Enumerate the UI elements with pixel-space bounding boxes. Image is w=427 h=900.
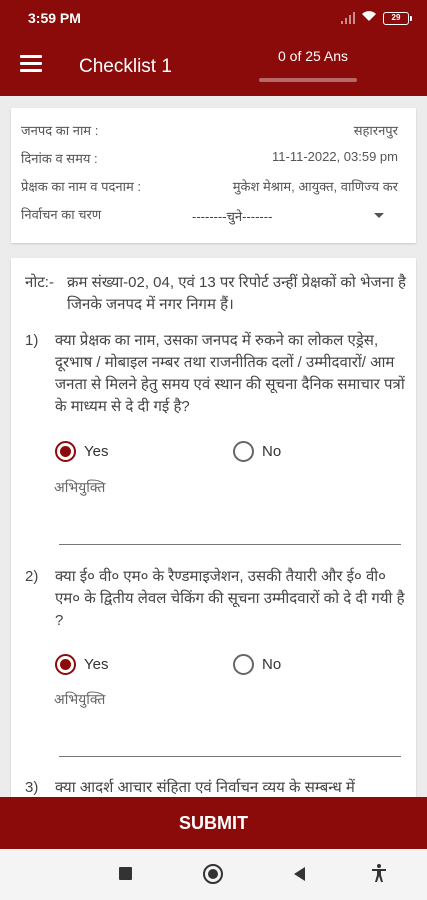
- question-number: 1): [25, 332, 39, 349]
- observer-value: मुकेश मेश्राम, आयुक्त, वाणिज्य कर: [232, 179, 398, 194]
- question-text: क्या आदर्श आचार संहिता एवं निर्वाचन व्यय के सम्बन्ध में: [55, 779, 355, 796]
- district-value: सहारनपुर: [353, 123, 398, 138]
- phase-label: निर्वाचन का चरण: [21, 207, 102, 222]
- question-number: 2): [25, 568, 39, 585]
- menu-icon[interactable]: [20, 55, 42, 73]
- q1-yes-radio[interactable]: [55, 441, 108, 462]
- wifi-icon: [361, 9, 377, 27]
- radio-unchecked-icon: [233, 441, 254, 462]
- answer-count: 0 of 25 Ans: [278, 48, 349, 64]
- q2-remark-label: अभियुक्ति: [54, 691, 106, 707]
- signal-icon: [341, 12, 355, 24]
- radio-unchecked-icon: [233, 654, 254, 675]
- recents-icon[interactable]: [119, 867, 132, 880]
- radio-label: Yes: [84, 656, 109, 673]
- status-time: 3:59 PM: [28, 10, 81, 26]
- radio-checked-icon: [55, 441, 76, 462]
- q1-remark-input[interactable]: [59, 544, 401, 545]
- checklist-card: [11, 258, 416, 818]
- system-nav-bar: [0, 849, 427, 900]
- observer-label: प्रेक्षक का नाम व पदनाम :: [21, 179, 141, 194]
- q2-no-radio[interactable]: [233, 654, 281, 675]
- battery-icon: 29: [383, 12, 409, 25]
- phase-selected-value: --------चुने-------: [192, 209, 273, 224]
- note-label: नोट:-: [25, 274, 54, 291]
- radio-checked-icon: [55, 654, 76, 675]
- question-text: क्या ई० वी० एम० के रैण्डमाइजेशन, उसकी तैयारी और ई० वी० एम० के द्वितीय लेवल चेकिंग की सूचना उम्मीदवारों को दे दी गयी है ?: [55, 568, 405, 629]
- home-icon[interactable]: [203, 864, 223, 884]
- q2-yes-radio[interactable]: [55, 654, 108, 675]
- question-number: 3): [25, 779, 39, 796]
- phase-dropdown[interactable]: [192, 207, 384, 227]
- datetime-label: दिनांक व समय :: [21, 151, 98, 166]
- page-title: Checklist 1: [79, 56, 172, 77]
- radio-label: Yes: [84, 443, 109, 460]
- dropdown-arrow-icon: [374, 213, 384, 218]
- radio-label: No: [262, 656, 282, 673]
- status-icons: [341, 9, 409, 27]
- question-text: क्या प्रेक्षक का नाम, उसका जनपद में रुकने का लोकल एड्रेस, दूरभाष / मोबाइल नम्बर तथा राजनीतिक दलों / उम्मीदवारों/ आम जनता से मिलने हेतु समय एवं स्थान की सूचना दैनिक समाचार पत्रों के माध्यम से दे दी गई है?: [55, 332, 405, 415]
- app-bar: [0, 34, 427, 96]
- district-label: जनपद का नाम :: [21, 123, 99, 138]
- answer-progress-bar: [259, 78, 357, 82]
- note-text: क्रम संख्या-02, 04, एवं 13 पर रिपोर्ट उन्हीं प्रेक्षकों को भेजना है जिनके जनपद में नगर निगम हैं।: [67, 274, 406, 313]
- back-icon[interactable]: [294, 867, 305, 881]
- datetime-value: 11-11-2022, 03:59 pm: [272, 149, 398, 164]
- status-bar: [0, 0, 427, 34]
- submit-button[interactable]: SUBMIT: [0, 797, 427, 849]
- q1-remark-label: अभियुक्ति: [54, 479, 106, 495]
- q2-remark-input[interactable]: [59, 756, 401, 757]
- q1-no-radio[interactable]: [233, 441, 281, 462]
- radio-label: No: [262, 443, 282, 460]
- accessibility-icon[interactable]: [369, 863, 389, 883]
